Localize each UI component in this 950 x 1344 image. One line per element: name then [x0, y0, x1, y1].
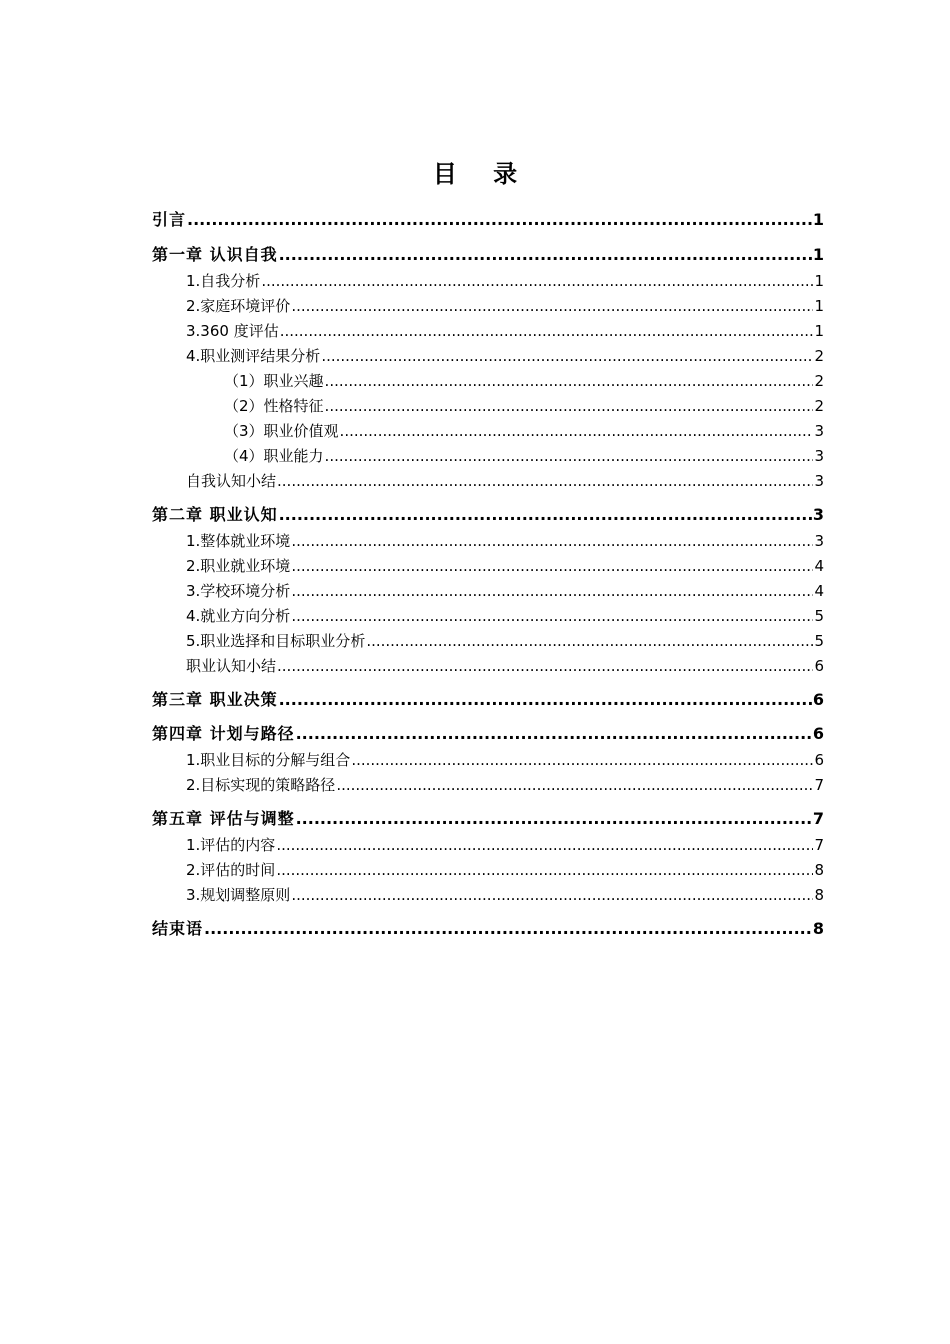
- toc-entry-page: 3: [814, 447, 824, 465]
- toc-entry-label: （4）职业能力: [224, 447, 324, 465]
- toc-entry-label: 1.职业目标的分解与组合: [186, 751, 351, 769]
- toc-entry-page: 8: [812, 919, 824, 938]
- toc-entry-page: 1: [812, 245, 824, 264]
- toc-entry-intro[interactable]: [152, 208, 824, 232]
- toc-entry-label: 1.评估的内容: [186, 836, 276, 854]
- toc-entry-page: 6: [812, 690, 824, 709]
- toc-entry-page: 7: [814, 836, 824, 854]
- dot-leader: [276, 858, 813, 882]
- toc-entry-label: （2）性格特征: [224, 397, 324, 415]
- dot-leader: [325, 394, 814, 418]
- toc-entry-page: 8: [814, 861, 824, 879]
- toc-entry-chapter-2[interactable]: [152, 503, 824, 527]
- dot-leader: [291, 554, 813, 578]
- toc-entry-section[interactable]: [186, 579, 824, 603]
- toc-entry-page: 4: [814, 582, 824, 600]
- toc-entry-subsection[interactable]: [224, 369, 824, 393]
- toc-entry-section[interactable]: [186, 294, 824, 318]
- dot-leader: [351, 748, 813, 772]
- dot-leader: [291, 883, 813, 907]
- toc-entry-label: 3.360 度评估: [186, 322, 279, 340]
- dot-leader: [291, 579, 813, 603]
- dot-leader: [291, 529, 813, 553]
- toc-entry-section[interactable]: [186, 833, 824, 857]
- dot-leader: [321, 344, 813, 368]
- dot-leader: [296, 722, 812, 746]
- toc-entry-page: 1: [812, 210, 824, 229]
- toc-entry-section[interactable]: [186, 629, 824, 653]
- toc-entry-page: 2: [814, 372, 824, 390]
- toc-entry-label: 2.评估的时间: [186, 861, 276, 879]
- toc-entry-label: 3.规划调整原则: [186, 886, 291, 904]
- toc-entry-label: （1）职业兴趣: [224, 372, 324, 390]
- toc-entry-section[interactable]: [186, 319, 824, 343]
- toc-entry-page: 5: [814, 632, 824, 650]
- dot-leader: [291, 294, 813, 318]
- dot-leader: [279, 503, 812, 527]
- toc-entry-page: 6: [814, 657, 824, 675]
- toc-entry-label: 4.就业方向分析: [186, 607, 291, 625]
- toc-entry-label: 2.目标实现的策略路径: [186, 776, 336, 794]
- toc-entry-chapter-1[interactable]: [152, 243, 824, 267]
- toc-entry-label: 1.整体就业环境: [186, 532, 291, 550]
- toc-entry-label: 2.职业就业环境: [186, 557, 291, 575]
- toc-entry-label: 第三章 职业决策: [152, 690, 278, 709]
- toc-entry-page: 6: [814, 751, 824, 769]
- toc-entry-page: 7: [814, 776, 824, 794]
- toc-entry-label: 引言: [152, 210, 187, 229]
- toc-entry-chapter-3[interactable]: [152, 688, 824, 712]
- toc-entry-label: （3）职业价值观: [224, 422, 339, 440]
- toc-entry-section[interactable]: [186, 529, 824, 553]
- toc-title: 目 录: [432, 160, 532, 188]
- dot-leader: [296, 807, 812, 831]
- toc-entry-label: 5.职业选择和目标职业分析: [186, 632, 366, 650]
- toc-entry-label: 第五章 评估与调整: [152, 809, 295, 828]
- toc-entry-page: 8: [814, 886, 824, 904]
- dot-leader: [261, 269, 813, 293]
- toc-entry-label: 4.职业测评结果分析: [186, 347, 321, 365]
- dot-leader: [280, 319, 814, 343]
- dot-leader: [366, 629, 813, 653]
- toc-entry-page: 7: [812, 809, 824, 828]
- dot-leader: [277, 654, 813, 678]
- toc-entry-page: 3: [814, 532, 824, 550]
- toc-entry-label: 结束语: [152, 919, 204, 938]
- toc-entry-subsection[interactable]: [224, 394, 824, 418]
- toc-entry-label: 职业认知小结: [186, 657, 277, 675]
- dot-leader: [277, 469, 813, 493]
- toc-entry-page: 1: [814, 322, 824, 340]
- toc-entry-section[interactable]: [186, 858, 824, 882]
- toc-entry-page: 5: [814, 607, 824, 625]
- toc-entry-label: 第四章 计划与路径: [152, 724, 295, 743]
- toc-entry-page: 3: [814, 422, 824, 440]
- toc-entry-section[interactable]: [186, 883, 824, 907]
- toc-entry-page: 2: [814, 397, 824, 415]
- toc-entry-page: 1: [814, 297, 824, 315]
- toc-entry-section[interactable]: [186, 773, 824, 797]
- toc-entry-page: 3: [812, 505, 824, 524]
- toc-entry-chapter-5[interactable]: [152, 807, 824, 831]
- toc-entry-section[interactable]: [186, 554, 824, 578]
- toc-entry-label: 第二章 职业认知: [152, 505, 278, 524]
- dot-leader: [325, 444, 814, 468]
- dot-leader: [325, 369, 814, 393]
- toc-entry-chapter-4[interactable]: [152, 722, 824, 746]
- toc-entry-page: 4: [814, 557, 824, 575]
- dot-leader: [340, 419, 814, 443]
- toc-entry-page: 1: [814, 272, 824, 290]
- toc-entry-section[interactable]: [186, 469, 824, 493]
- toc-entry-label: 2.家庭环境评价: [186, 297, 291, 315]
- dot-leader: [204, 917, 812, 941]
- toc-entry-section[interactable]: [186, 748, 824, 772]
- toc-entry-section[interactable]: [186, 654, 824, 678]
- toc-entry-label: 自我认知小结: [186, 472, 277, 490]
- toc-entry-conclusion[interactable]: [152, 917, 824, 941]
- toc-entry-section[interactable]: [186, 604, 824, 628]
- dot-leader: [276, 833, 813, 857]
- dot-leader: [187, 208, 812, 232]
- dot-leader: [291, 604, 813, 628]
- toc-entry-label: 第一章 认识自我: [152, 245, 278, 264]
- dot-leader: [336, 773, 813, 797]
- toc-entry-label: 1.自我分析: [186, 272, 261, 290]
- toc-entry-page: 6: [812, 724, 824, 743]
- dot-leader: [279, 688, 812, 712]
- toc-entry-section[interactable]: [186, 344, 824, 368]
- toc-entry-subsection[interactable]: [224, 419, 824, 443]
- toc-entry-label: 3.学校环境分析: [186, 582, 291, 600]
- dot-leader: [279, 243, 812, 267]
- toc-entry-page: 2: [814, 347, 824, 365]
- toc-entry-section[interactable]: [186, 269, 824, 293]
- toc-entry-page: 3: [814, 472, 824, 490]
- toc-entry-subsection[interactable]: [224, 444, 824, 468]
